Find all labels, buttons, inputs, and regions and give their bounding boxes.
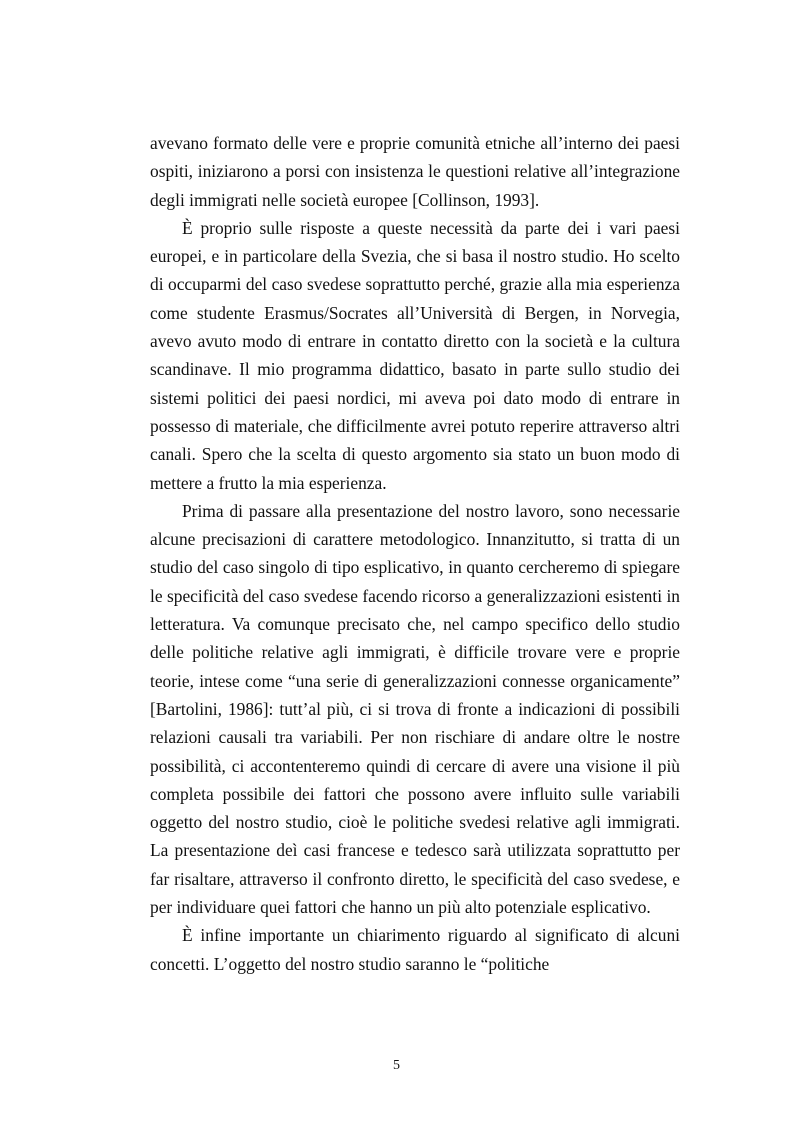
paragraph-continuation: avevano formato delle vere e proprie comunità etniche all’interno dei paesi ospiti, iniziarono a porsi con insistenza le questioni relative all’integrazione degli immigrati nelle società europee [Collinson, 1993].	[150, 133, 680, 210]
page-number: 5	[393, 1058, 400, 1073]
body-text	[150, 129, 680, 978]
paragraph-concepts: È infine importante un chiarimento riguardo al significato di alcuni concetti. L’oggetto del nostro studio saranno le “politiche	[150, 925, 680, 974]
paragraph-methodology: Prima di passare alla presentazione del nostro lavoro, sono necessarie alcune precisazioni di carattere metodologico. Innanzitutto, si tratta di un studio del caso singolo di tipo esplicativo, in quanto cercheremo di spiegare le specificità del caso svedese facendo ricorso a generalizzazioni esistenti in letteratura. Va comunque precisato che, nel campo specifico dello studio delle politiche relative agli immigrati, è difficile trovare vere e proprie teorie, intese come “una serie di generalizzazioni connesse organicamente” [Bartolini, 1986]: tutt’al più, ci si trova di fronte a indicazioni di possibili relazioni causali tra variabili. Per non rischiare di andare oltre le nostre possibilità, ci accontenteremo quindi di cercare di avere una visione il più completa possibile dei fattori che possono avere influito sulle variabili oggetto del nostro studio, cioè le politiche svedesi relative agli immigrati. La presentazione deì casi francese e tedesco sarà utilizzata soprattutto per far risaltare, attraverso il confronto diretto, le specificità del caso svedese, e per individuare quei fattori che hanno un più alto potenziale esplicativo.	[150, 500, 680, 918]
paragraph-research-motivation: È proprio sulle risposte a queste necessità da parte dei i vari paesi europei, e in particolare della Svezia, che si basa il nostro studio. Ho scelto di occuparmi del caso svedese soprattutto perché, grazie alla mia esperienza come studente Erasmus/Socrates all’Università di Bergen, in Norvegia, avevo avuto modo di entrare in contatto diretto con la società e la cultura scandinave. Il mio programma didattico, basato in parte sullo studio dei sistemi politici dei paesi nordici, mi aveva poi dato modo di entrare in possesso di materiale, che difficilmente avrei potuto reperire attraverso altri canali. Spero che la scelta di questo argomento sia stato un buon modo di mettere a frutto la mia esperienza.	[150, 217, 680, 493]
